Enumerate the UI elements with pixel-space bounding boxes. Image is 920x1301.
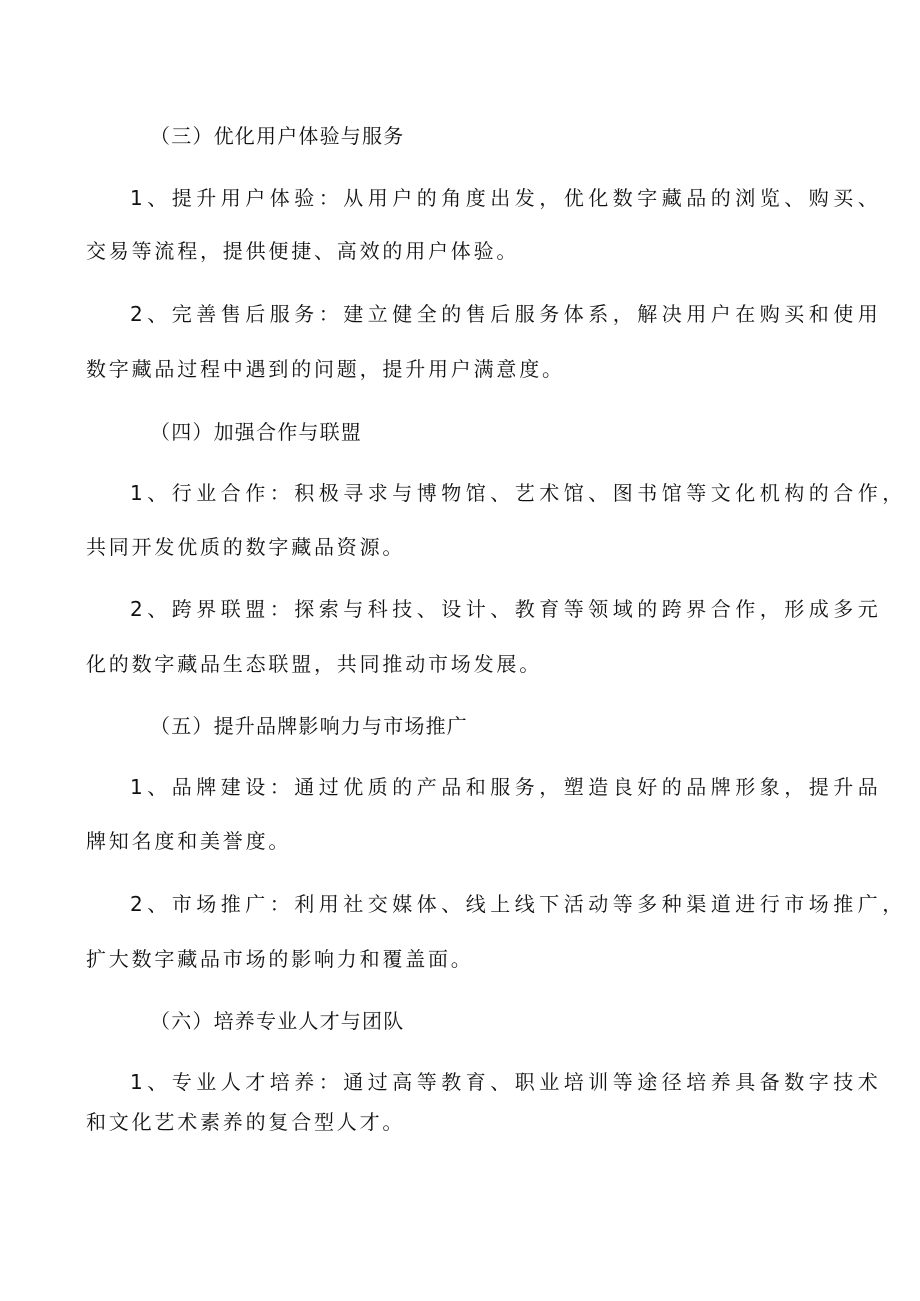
- paragraph-line: 和文化艺术素养的复合型人才。: [86, 1110, 406, 1134]
- paragraph-line: 2、完善售后服务：建立健全的售后服务体系，解决用户在购买和使用: [130, 302, 883, 326]
- paragraph-line: 数字藏品过程中遇到的问题，提升用户满意度。: [86, 357, 565, 381]
- paragraph-line: 化的数字藏品生态联盟，共同推动市场发展。: [86, 652, 542, 676]
- section-heading: （五）提升品牌影响力与市场推广: [150, 714, 468, 738]
- paragraph-line: 1、行业合作：积极寻求与博物馆、艺术馆、图书馆等文化机构的合作，: [130, 481, 907, 505]
- section-heading: （六）培养专业人才与团队: [150, 1009, 405, 1033]
- paragraph-line: 1、品牌建设：通过优质的产品和服务，塑造良好的品牌形象，提升品: [130, 775, 883, 799]
- paragraph-line: 交易等流程，提供便捷、高效的用户体验。: [86, 239, 520, 263]
- paragraph-line: 1、专业人才培养：通过高等教育、职业培训等途径培养具备数字技术: [130, 1070, 883, 1094]
- paragraph-line: 扩大数字藏品市场的影响力和覆盖面。: [86, 947, 474, 971]
- paragraph-line: 2、跨界联盟：探索与科技、设计、教育等领域的跨界合作，形成多元: [130, 597, 883, 621]
- paragraph-line: 共同开发优质的数字藏品资源。: [86, 535, 406, 559]
- paragraph-line: 1、提升用户体验：从用户的角度出发，优化数字藏品的浏览、购买、: [130, 186, 883, 210]
- paragraph-line: 牌知名度和美誉度。: [86, 829, 292, 853]
- section-heading: （三）优化用户体验与服务: [150, 124, 405, 148]
- section-heading: （四）加强合作与联盟: [150, 420, 362, 444]
- paragraph-line: 2、市场推广：利用社交媒体、线上线下活动等多种渠道进行市场推广，: [130, 892, 907, 916]
